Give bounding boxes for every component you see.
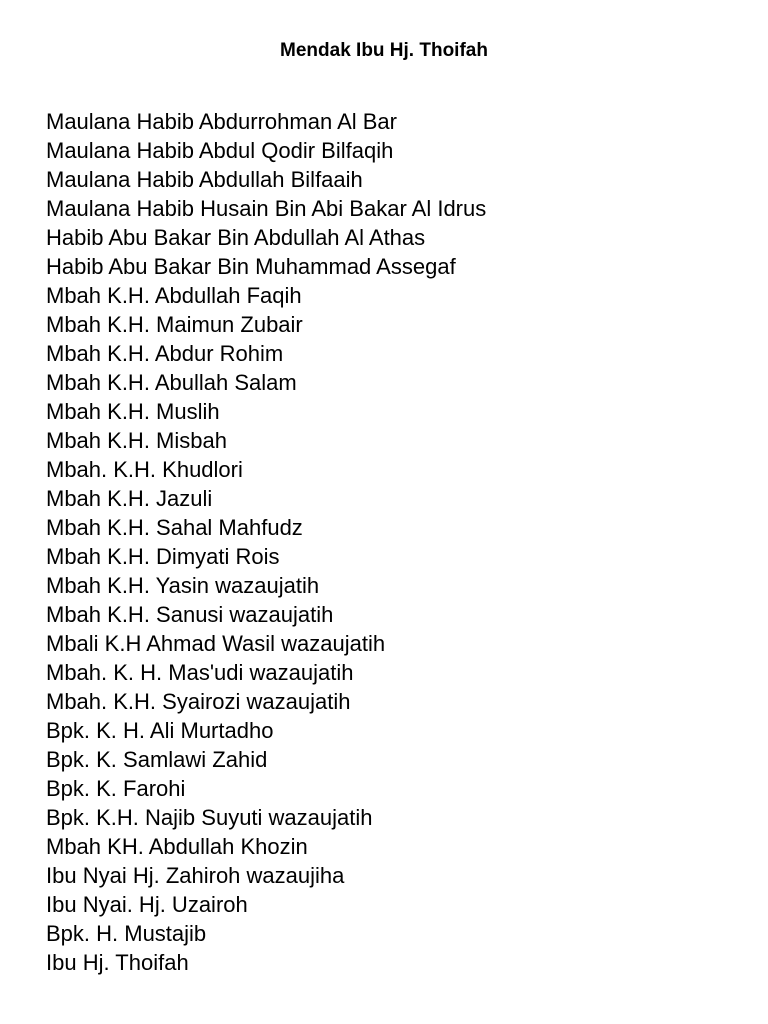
name-item: Mbah K.H. Yasin wazaujatih [46,573,320,598]
name-item: Mbah K.H. Abullah Salam [46,370,297,395]
name-item: Mbah K.H. Sahal Mahfudz [46,515,303,540]
name-item: Mbali K.H Ahmad Wasil wazaujatih [46,631,386,656]
name-list [46,107,486,977]
name-item: Mbah K.H. Abdullah Faqih [46,283,302,308]
name-item: Bpk. K. Samlawi Zahid [46,747,268,772]
name-item: Mbah K.H. Sanusi wazaujatih [46,602,334,627]
name-item: Mbah K.H. Dimyati Rois [46,544,280,569]
name-item: Mbah K.H. Maimun Zubair [46,312,303,337]
name-item: Ibu Nyai. Hj. Uzairoh [46,892,248,917]
name-item: Mbah K.H. Muslih [46,399,220,424]
name-item: Mbah K.H. Jazuli [46,486,213,511]
name-item: Mbah KH. Abdullah Khozin [46,834,308,859]
name-item: Maulana Habib Abdullah Bilfaaih [46,167,363,192]
name-item: Bpk. K. Farohi [46,776,186,801]
document-title: Mendak Ibu Hj. Thoifah [280,40,488,61]
name-item: Mbah. K.H. Khudlori [46,457,243,482]
name-item: Habib Abu Bakar Bin Muhammad Assegaf [46,254,456,279]
name-item: Mbah K.H. Abdur Rohim [46,341,284,366]
name-item: Maulana Habib Abdurrohman Al Bar [46,109,397,134]
name-item: Bpk. K.H. Najib Suyuti wazaujatih [46,805,373,830]
name-item: Mbah. K.H. Syairozi wazaujatih [46,689,351,714]
name-item: Habib Abu Bakar Bin Abdullah Al Athas [46,225,426,250]
name-item: Maulana Habib Husain Bin Abi Bakar Al Idrus [46,196,487,221]
name-item: Ibu Nyai Hj. Zahiroh wazaujiha [46,863,345,888]
name-item: Mbah. K. H. Mas'udi wazaujatih [46,660,354,685]
name-item: Maulana Habib Abdul Qodir Bilfaqih [46,138,394,163]
name-item: Mbah K.H. Misbah [46,428,227,453]
name-item: Ibu Hj. Thoifah [46,950,189,975]
name-item: Bpk. H. Mustajib [46,921,207,946]
name-item: Bpk. K. H. Ali Murtadho [46,718,274,743]
